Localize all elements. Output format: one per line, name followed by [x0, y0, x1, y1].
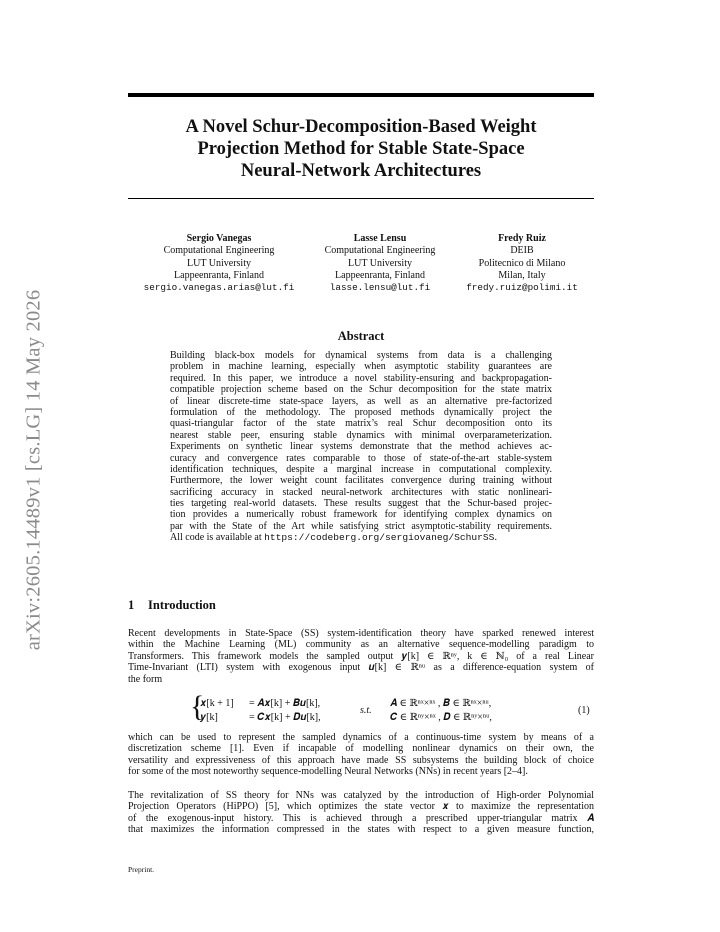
- author-name: Lasse Lensu: [353, 233, 407, 244]
- author-block: [300, 233, 460, 294]
- intro-paragraph-2: [128, 732, 594, 778]
- paragraph-line: which can be used to represent the sampled dynamics of a continuous-time system by means of a: [128, 732, 594, 743]
- paragraph-line: the form: [128, 673, 163, 685]
- abstract-line: formulation of the methodology. The proposed methods dynamically project the: [170, 406, 552, 418]
- arxiv-id-text: arXiv:2605.14489v1 [cs.LG] 14 May 2026: [22, 289, 45, 651]
- intro-paragraph-3: [128, 790, 594, 836]
- abstract-line: Experiments on synthetic linear systems demonstrate that the method achieves ac-: [170, 441, 552, 453]
- author-block: [124, 233, 314, 294]
- paragraph-line: that maximizes the information compressed in the states with respect to a given measure function,: [128, 824, 594, 836]
- equation-1: [128, 690, 594, 730]
- abstract-line: ties targeting real-world datasets. These results suggest that the Schur-based projec-: [170, 498, 552, 510]
- author-organization: LUT University: [348, 257, 412, 269]
- author-department: Computational Engineering: [163, 245, 275, 257]
- paragraph-line: versatility and expressiveness of this approach have made SS subsystems the building block of choice: [128, 754, 594, 766]
- paragraph-line: of the exogenous-input history. This is achieved through a prescribed upper-triangular matrix 𝑨: [128, 812, 594, 824]
- paragraph-line: Recent developments in State-Space (SS) system-identification theory have sparked renewed interest: [128, 628, 594, 639]
- abstract-line: curacy and convergence rates comparable to those of state-of-the-art stable-system: [170, 452, 552, 464]
- author-department: DEIB: [510, 245, 534, 257]
- equation-condition-1: 𝑨 ∈ ℝⁿˣ×ⁿˣ , 𝑩 ∈ ℝⁿˣ×ⁿᵘ,: [390, 698, 492, 709]
- abstract-line: nearest stable peer, ensuring stable dynamics with minimal overparameterization.: [170, 429, 552, 441]
- section-title: Introduction: [148, 598, 216, 612]
- author-department: Computational Engineering: [324, 245, 436, 257]
- abstract-code-prefix: All code is available at: [170, 532, 265, 544]
- abstract-line: par with the State of the Art while satisfying strict asymptotic-stability requirements.: [170, 520, 552, 532]
- abstract-line: sacrificing accuracy in stacked neural-network architectures with static nonlineari-: [170, 486, 552, 498]
- paragraph-line: Projection Operators (HiPPO) [5], which optimizes the state vector 𝒙 to maximize the representation: [128, 801, 594, 813]
- code-repository-link[interactable]: https://codeberg.org/sergiovaneg/SchurSS: [264, 532, 495, 544]
- section-heading-introduction: [128, 598, 216, 613]
- equation-brace: {: [190, 690, 205, 723]
- author-organization: LUT University: [187, 257, 251, 269]
- title-top-rule: [128, 93, 594, 97]
- equation-rhs-output: = 𝑪𝒙[k] + 𝑫𝒖[k],: [249, 712, 321, 723]
- abstract-last-line: [170, 532, 552, 543]
- abstract-line: Furthermore, the lower weight count facilitates convergence during training without: [170, 475, 552, 487]
- abstract-line: of linear discrete-time state-space layers, as well as an alternative pre-factorized: [170, 395, 552, 407]
- author-name: Fredy Ruiz: [498, 233, 546, 244]
- abstract-line: tion provides a numerically robust framework for identifying complex dynamics on: [170, 509, 552, 521]
- preprint-footer: Preprint.: [128, 865, 155, 874]
- author-organization: Politecnico di Milano: [478, 257, 566, 269]
- equation-lhs-output: 𝒚[k]: [200, 712, 218, 723]
- abstract-line: problem in machine learning, especially when asymptotic stability guarantees are: [170, 361, 552, 373]
- author-city: Lappeenranta, Finland: [174, 269, 264, 281]
- author-block: [450, 233, 594, 294]
- abstract-code-suffix: .: [494, 532, 497, 544]
- equation-condition-2: 𝑪 ∈ ℝⁿʸ×ⁿˣ , 𝑫 ∈ ℝⁿʸ×ⁿᵘ,: [390, 712, 492, 723]
- abstract-line: compatible projection scheme based on the Schur decomposition for the state matrix: [170, 384, 552, 396]
- title-line: A Novel Schur-Decomposition-Based Weight: [185, 117, 537, 137]
- author-email[interactable]: fredy.ruiz@polimi.it: [466, 282, 578, 294]
- paper-title: [128, 116, 594, 182]
- equation-lhs-state: 𝒙[k + 1]: [200, 698, 234, 709]
- paragraph-line: Time-Invariant (LTI) system with exogenous input 𝒖[k] ∈ ℝⁿᵘ as a difference-equation system of: [128, 662, 594, 674]
- paragraph-line: discretization scheme [1]. Even if incapable of modelling nonlinear dynamics on their own, the: [128, 743, 594, 755]
- author-email[interactable]: lasse.lensu@lut.fi: [329, 282, 431, 294]
- intro-paragraph-1: [128, 628, 594, 685]
- section-number: 1: [128, 598, 135, 612]
- abstract-heading: Abstract: [337, 329, 385, 343]
- paragraph-line: within the Machine Learning (ML) community as an alternative sequence-modelling paradigm to: [128, 639, 594, 651]
- author-city: Lappeenranta, Finland: [335, 269, 425, 281]
- paragraph-line: Transformers. This framework models the sampled output 𝒚[k] ∈ ℝⁿʸ, k ∈ ℕ₀ of a real Linear: [128, 650, 594, 662]
- abstract-line: identification techniques, despite a marginal increase in computational complexity.: [170, 463, 552, 475]
- author-city: Milan, Italy: [498, 269, 546, 281]
- equation-number: (1): [578, 705, 590, 716]
- title-line: Neural-Network Architectures: [240, 161, 482, 181]
- abstract-line: required. In this paper, we introduce a novel stability-ensuring and backpropagation-: [170, 372, 552, 384]
- paragraph-line: The revitalization of SS theory for NNs was catalyzed by the introduction of High-order Polynomial: [128, 790, 594, 801]
- abstract-line: Building black-box models for dynamical systems from data is a challenging: [170, 350, 552, 361]
- title-bottom-rule: [128, 198, 594, 199]
- equation-subject-to: s.t.: [360, 705, 372, 716]
- equation-rhs-state: = 𝑨𝒙[k] + 𝑩𝒖[k],: [249, 698, 321, 709]
- abstract-line: quasi-triangular factor of the state matrix’s real Schur decomposition onto its: [170, 418, 552, 430]
- abstract-body: [170, 350, 552, 544]
- author-email[interactable]: sergio.vanegas.arias@lut.fi: [143, 282, 295, 294]
- paragraph-line: for some of the most noteworthy sequence-modelling Neural Networks (NNs) in recent years [2–4].: [128, 766, 528, 778]
- author-name: Sergio Vanegas: [186, 233, 252, 244]
- title-line: Projection Method for Stable State-Space: [197, 139, 525, 159]
